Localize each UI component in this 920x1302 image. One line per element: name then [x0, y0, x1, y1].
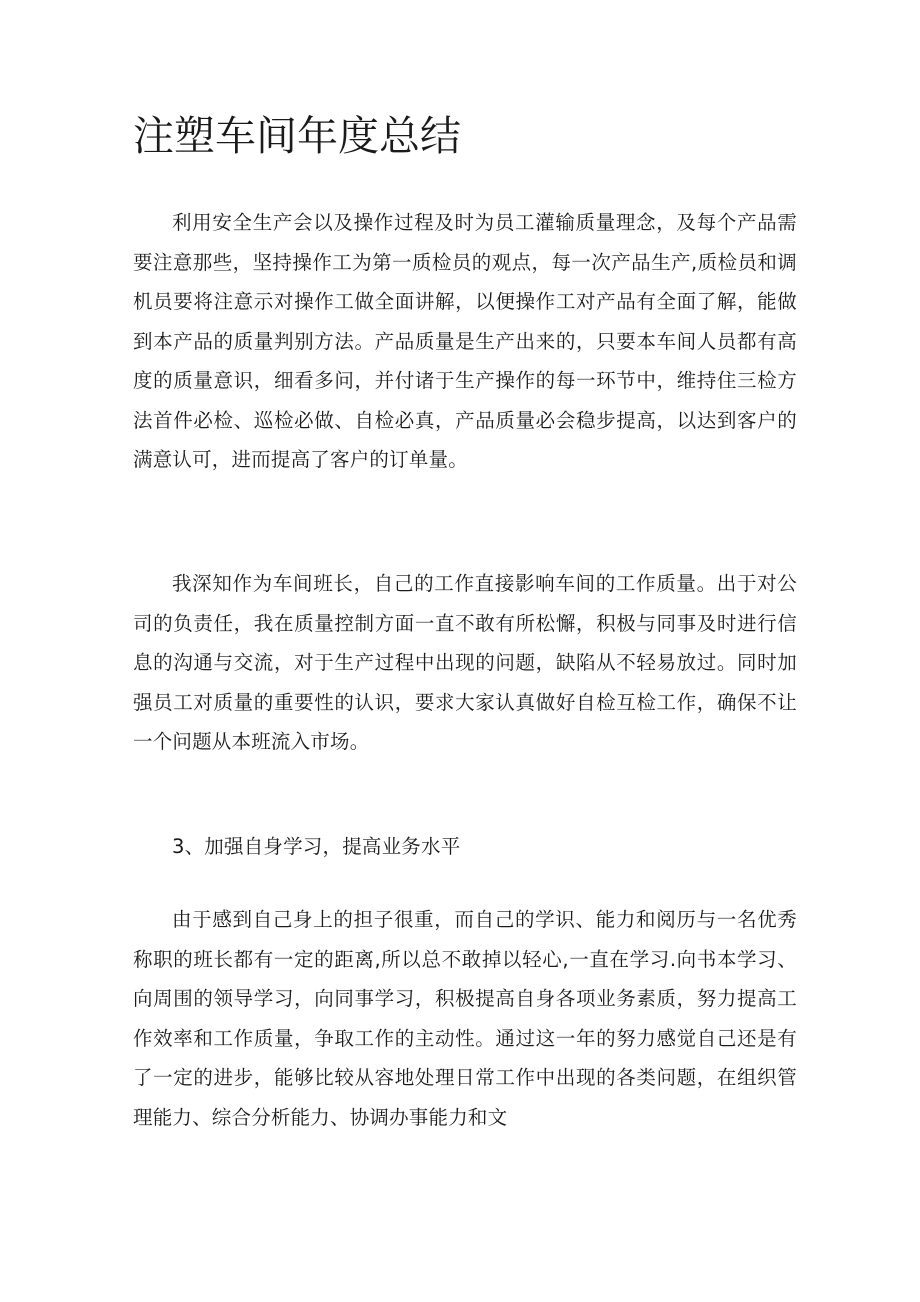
paragraph-team-leader-responsibility: 我深知作为车间班长，自己的工作直接影响车间的工作质量。出于对公司的负责任，我在质量控制方面一直不敢有所松懈，积极与同事及时进行信息的沟通与交流，对于生产过程中出现的问题，缺陷从不轻易放过。同时加强员工对质量的重要性的认识，要求大家认真做好自检互检工作，确保不让一个问题从本班流入市场。 [133, 572, 797, 753]
document-title: 注塑车间年度总结 [133, 112, 461, 160]
paragraph-quality-training: 利用安全生产会以及操作过程及时为员工灌输质量理念，及每个产品需要注意那些，坚持操作工为第一质检员的观点，每一次产品生产,质检员和调机员要将注意示对操作工做全面讲解，以便操作工对产品有全面了解，能做到本产品的质量判别方法。产品质量是生产出来的，只要本车间人员都有高度的质量意识，细看多问，并付诸于生产操作的每一环节中，维持住三检方法首件必检、巡检必做、自检必真，产品质量必会稳步提高，以达到客户的满意认可，进而提高了客户的订单量。 [133, 211, 797, 471]
paragraph-self-study: 由于感到自己身上的担子很重，而自己的学识、能力和阅历与一名优秀称职的班长都有一定的距离,所以总不敢掉以轻心,一直在学习.向书本学习、向周围的领导学习，向同事学习，积极提高自身各项业务素质，努力提高工作效率和工作质量，争取工作的主动性。通过这一年的努力感觉自己还是有了一定的进步，能够比较从容地处理日常工作中出现的各类问题，在组织管理能力、综合分析能力、协调办事能力和文 [133, 908, 797, 1129]
section-heading-self-study: 3、加强自身学习，提高业务水平 [172, 835, 461, 858]
